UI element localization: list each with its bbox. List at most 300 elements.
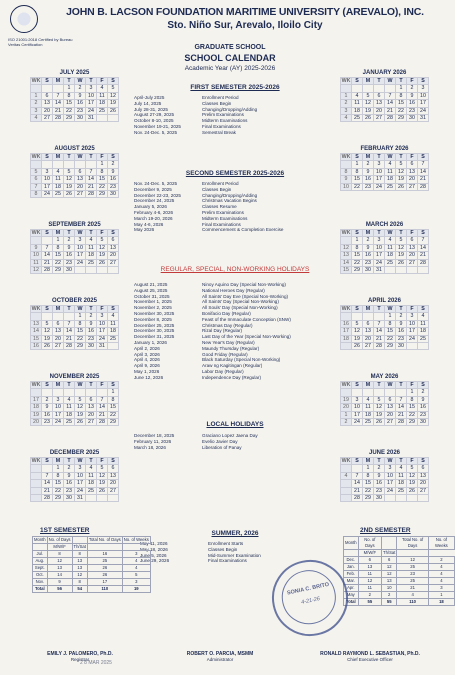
day-cell: 17: [374, 252, 385, 259]
received-stamp: [265, 553, 355, 643]
weekday-header: S: [352, 458, 363, 465]
day-cell: 5: [396, 161, 407, 168]
week-number: [31, 465, 42, 472]
day-cell: 14: [418, 244, 429, 251]
day-cell: 26: [352, 343, 363, 350]
day-cell: 4: [396, 465, 407, 472]
day-cell: 4: [385, 237, 396, 244]
registrar-date: 2 8 MAR 2025: [80, 660, 112, 666]
summary-cell: 110: [87, 586, 122, 593]
event-name: New Year's Day (Regular): [202, 339, 255, 345]
day-cell: 22: [352, 183, 363, 190]
week-number: [31, 85, 42, 92]
day-cell: 19: [407, 480, 418, 487]
event-name: Enrollment Period: [202, 95, 239, 100]
day-cell: 19: [97, 480, 108, 487]
event-name: Midterm Examinations: [202, 215, 248, 221]
school-name: GRADUATE SCHOOL: [194, 44, 266, 51]
weekday-header: WK: [341, 306, 351, 312]
day-cell: 2: [418, 389, 429, 396]
event-date: February 4-6, 2026: [134, 209, 174, 215]
event-date: October 8-10, 2025: [134, 118, 174, 124]
day-cell: [374, 389, 385, 396]
day-cell: 11: [64, 404, 75, 411]
day-cell: 3: [374, 237, 385, 244]
week-number: 17: [31, 396, 42, 403]
summary-cell: 11: [358, 585, 381, 592]
week-number: 2: [31, 100, 42, 107]
day-cell: 27: [363, 343, 374, 350]
week-number: 11: [31, 259, 42, 266]
day-cell: 7: [42, 244, 53, 251]
local-holiday-events: [134, 433, 334, 450]
day-cell: [418, 495, 429, 502]
day-cell: 19: [97, 252, 108, 259]
day-cell: 15: [385, 328, 396, 335]
stamp-name: SONIA C. BRITO: [286, 581, 330, 597]
day-cell: [407, 343, 418, 350]
day-cell: 16: [42, 411, 53, 418]
day-cell: 1: [396, 85, 407, 92]
day-cell: 10: [418, 92, 429, 99]
sem2-summary-title: 2ND SEMESTER: [360, 527, 411, 534]
summary-cell: No. of Weeks: [428, 537, 454, 550]
day-cell: 7: [53, 92, 64, 99]
weekday-header: S: [418, 306, 429, 313]
day-cell: 24: [385, 487, 396, 494]
day-cell: [64, 313, 75, 320]
weekday-header: M: [363, 382, 374, 389]
day-cell: 6: [108, 237, 119, 244]
day-cell: 13: [86, 404, 97, 411]
summary-cell: 12: [72, 572, 87, 579]
day-cell: 1: [75, 313, 86, 320]
summary-cell: May: [344, 592, 359, 599]
day-cell: [418, 267, 429, 274]
day-cell: [64, 389, 75, 396]
administrator-name: ROBERT O. PARCIA, MSMM: [186, 651, 254, 657]
day-cell: [108, 495, 119, 502]
summary-cell: 12: [47, 558, 72, 565]
day-cell: 12: [396, 244, 407, 251]
month-calendar: [30, 70, 119, 122]
sem1-summary-title: 1ST SEMESTER: [40, 527, 90, 534]
summary-cell: 55: [382, 599, 397, 606]
day-cell: 5: [108, 85, 119, 92]
day-cell: 30: [374, 495, 385, 502]
weekday-header: WK: [31, 306, 41, 312]
day-cell: 12: [97, 472, 108, 479]
day-cell: [42, 85, 53, 92]
week-number: 8: [341, 168, 352, 175]
weekday-header: W: [385, 230, 396, 237]
event-name: Classes Begin: [208, 546, 238, 552]
day-cell: 17: [374, 176, 385, 183]
week-number: [341, 495, 352, 502]
weekday-header: T: [396, 154, 407, 161]
day-cell: 23: [75, 107, 86, 114]
day-cell: 10: [352, 404, 363, 411]
day-cell: 8: [53, 472, 64, 479]
month-calendar: [30, 298, 119, 350]
event-name: Feast of the Immaculate Conception (SNW): [202, 316, 291, 322]
event-name: Classes Begin: [202, 100, 232, 106]
summary-cell: Dec.: [344, 557, 359, 564]
week-number: 3: [31, 107, 42, 114]
event-name: Final Examinations: [202, 123, 241, 129]
month-calendar: [340, 70, 429, 122]
weekday-header: WK: [341, 458, 351, 464]
day-cell: 29: [407, 419, 418, 426]
weekday-header: S: [108, 306, 119, 313]
day-cell: 4: [385, 161, 396, 168]
day-cell: 21: [396, 411, 407, 418]
holiday-events: [134, 282, 334, 381]
day-cell: 9: [363, 168, 374, 175]
weekday-header: S: [108, 458, 119, 465]
day-cell: 12: [396, 168, 407, 175]
signature-administrator: [160, 651, 280, 662]
event-date: November 30, 2025: [134, 310, 175, 316]
event-date: April 2, 2026: [134, 345, 160, 351]
day-cell: 13: [108, 244, 119, 251]
event-row: [134, 130, 334, 136]
week-number: 1: [31, 92, 42, 99]
day-cell: 22: [53, 487, 64, 494]
week-number: 20: [31, 419, 42, 426]
day-cell: 3: [53, 396, 64, 403]
day-cell: 22: [352, 259, 363, 266]
day-cell: 15: [407, 404, 418, 411]
event-date: December 31, 2025: [134, 334, 175, 340]
weekday-header: W: [75, 306, 86, 313]
week-number: 8: [31, 191, 42, 198]
day-cell: 22: [108, 411, 119, 418]
day-cell: [108, 343, 119, 350]
weekday-header: S: [352, 78, 363, 85]
day-cell: 13: [385, 404, 396, 411]
day-cell: 15: [64, 100, 75, 107]
day-cell: 15: [352, 252, 363, 259]
day-cell: [396, 495, 407, 502]
week-number: 15: [31, 335, 42, 342]
day-cell: 9: [64, 244, 75, 251]
summary-cell: 12: [382, 564, 397, 571]
event-name: Christmas Vacation Begins: [202, 198, 257, 204]
week-number: [341, 161, 352, 168]
day-cell: 21: [86, 183, 97, 190]
day-cell: [396, 267, 407, 274]
signature-ceo: [290, 651, 450, 662]
day-cell: 24: [97, 335, 108, 342]
day-cell: 11: [97, 92, 108, 99]
weekday-header: S: [42, 230, 53, 237]
day-cell: [42, 389, 53, 396]
day-cell: 27: [86, 419, 97, 426]
day-cell: 27: [374, 115, 385, 122]
day-cell: 23: [108, 183, 119, 190]
day-cell: 31: [418, 115, 429, 122]
day-cell: 2: [75, 85, 86, 92]
week-number: 4: [31, 115, 42, 122]
summary-cell: Total No. of Days: [88, 537, 121, 542]
day-cell: 23: [407, 107, 418, 114]
summary-cell: 4: [428, 578, 454, 585]
event-name: Classes Resume: [202, 204, 237, 210]
day-cell: 30: [75, 115, 86, 122]
day-cell: 4: [418, 313, 429, 320]
weekday-header: T: [64, 230, 75, 237]
day-cell: 22: [396, 107, 407, 114]
event-name: Ninoy Aquino Day (Special Non-Working): [202, 282, 286, 287]
day-cell: 19: [75, 411, 86, 418]
day-cell: 20: [86, 411, 97, 418]
day-cell: 6: [86, 396, 97, 403]
day-cell: 30: [363, 267, 374, 274]
event-date: November 1, 2025: [134, 299, 172, 305]
event-date: May 4-6, 2026: [134, 221, 164, 227]
day-cell: 8: [407, 396, 418, 403]
day-cell: 8: [64, 92, 75, 99]
summary-cell: 9: [47, 579, 72, 586]
day-cell: 13: [75, 176, 86, 183]
event-date: December 18, 2025: [134, 433, 175, 438]
day-cell: 21: [385, 107, 396, 114]
day-cell: 23: [374, 487, 385, 494]
event-name: Maundy Thursday (Regular): [202, 345, 260, 351]
summary-cell: Apr.: [344, 585, 359, 592]
day-cell: 24: [75, 487, 86, 494]
week-number: [341, 480, 352, 487]
day-cell: 9: [363, 244, 374, 251]
month-calendar: [340, 298, 429, 350]
summary-cell: Total No. of Days: [397, 537, 428, 550]
day-cell: 30: [407, 115, 418, 122]
summary-cell: 4: [428, 564, 454, 571]
weekday-header: T: [396, 382, 407, 389]
event-name: Commencement & Completion Exercise: [202, 227, 284, 233]
day-cell: 1: [352, 237, 363, 244]
day-cell: 2: [86, 313, 97, 320]
event-date: November 2, 2025: [134, 305, 172, 311]
week-number: 19: [31, 411, 42, 418]
day-cell: 27: [385, 419, 396, 426]
day-cell: 7: [396, 396, 407, 403]
day-cell: 24: [42, 191, 53, 198]
day-cell: 25: [363, 419, 374, 426]
weekday-header: F: [97, 230, 108, 237]
day-cell: 9: [396, 320, 407, 327]
day-cell: 18: [363, 411, 374, 418]
day-cell: 26: [407, 487, 418, 494]
week-number: 4: [341, 115, 352, 122]
summary-cell: M/W/F: [358, 550, 381, 557]
weekday-header: M: [53, 78, 64, 85]
event-date: May 2026: [134, 227, 155, 233]
day-cell: 23: [64, 487, 75, 494]
event-date: December 25, 2025: [134, 322, 175, 328]
day-cell: 13: [108, 472, 119, 479]
day-cell: 24: [75, 259, 86, 266]
day-cell: [352, 313, 363, 320]
weekday-header: T: [396, 306, 407, 313]
registrar-name: EMILY J. PALOMERO, Ph.D.: [47, 651, 113, 657]
day-cell: 22: [53, 259, 64, 266]
weekday-header: T: [86, 230, 97, 237]
day-cell: 7: [352, 472, 363, 479]
day-cell: 4: [86, 465, 97, 472]
weekday-header: T: [374, 458, 385, 465]
day-cell: 27: [418, 487, 429, 494]
day-cell: 24: [53, 419, 64, 426]
day-cell: 3: [97, 313, 108, 320]
weekday-header: T: [64, 154, 75, 161]
day-cell: 22: [363, 487, 374, 494]
summary-cell: Th/Sat: [73, 544, 86, 549]
day-cell: 23: [363, 183, 374, 190]
event-date: August 25, 2025: [134, 287, 168, 293]
weekday-header: S: [42, 78, 53, 85]
day-cell: 23: [363, 259, 374, 266]
week-number: [31, 313, 42, 320]
day-cell: 3: [407, 313, 418, 320]
day-cell: 24: [374, 259, 385, 266]
month-name: SEPTEMBER 2025: [48, 222, 101, 228]
month-name: FEBRUARY 2026: [360, 146, 409, 152]
summary-cell: 12: [382, 571, 397, 578]
day-cell: 26: [374, 419, 385, 426]
weekday-header: M: [53, 306, 64, 313]
week-number: 16: [31, 343, 42, 350]
weekday-header: T: [86, 154, 97, 161]
weekday-header: WK: [341, 154, 351, 160]
first-semester-title: FIRST SEMESTER 2025-2026: [190, 84, 280, 91]
day-cell: 14: [352, 480, 363, 487]
day-cell: 28: [53, 115, 64, 122]
university-address: Sto. Niño Sur, Arevalo, Iloilo City: [167, 20, 323, 31]
summary-cell: Total: [33, 586, 48, 593]
summary-cell: 10: [382, 585, 397, 592]
day-cell: 21: [64, 335, 75, 342]
event-date: June 5, 2026: [140, 552, 167, 558]
day-cell: 8: [75, 320, 86, 327]
day-cell: 27: [108, 487, 119, 494]
event-name: Prelim Examinations: [202, 112, 244, 118]
day-cell: 16: [86, 328, 97, 335]
week-number: 15: [341, 267, 352, 274]
day-cell: 23: [64, 259, 75, 266]
day-cell: 28: [396, 419, 407, 426]
summary-cell: Mar.: [344, 578, 359, 585]
weekday-header: W: [75, 154, 86, 161]
day-cell: 25: [418, 335, 429, 342]
day-cell: 29: [363, 495, 374, 502]
week-number: [341, 343, 352, 350]
summary-cell: Feb.: [344, 571, 359, 578]
day-cell: 4: [53, 168, 64, 175]
summary-cell: 13: [72, 565, 87, 572]
summary-cell: 5: [122, 572, 150, 579]
day-cell: 18: [385, 176, 396, 183]
summary-cell: [344, 550, 359, 557]
weekday-header: F: [97, 458, 108, 465]
weekday-header: S: [108, 154, 119, 161]
day-cell: 26: [97, 259, 108, 266]
summary-cell: 19: [122, 586, 150, 593]
day-cell: 5: [352, 320, 363, 327]
day-cell: 18: [53, 183, 64, 190]
summary-cell: 2: [428, 557, 454, 564]
day-cell: 17: [97, 328, 108, 335]
weekday-header: T: [64, 306, 75, 313]
day-cell: [75, 267, 86, 274]
month-calendar: [340, 222, 429, 274]
summary-cell: 55: [358, 599, 381, 606]
day-cell: 14: [396, 404, 407, 411]
day-cell: 3: [75, 237, 86, 244]
day-cell: 27: [407, 183, 418, 190]
summary-cell: 13: [72, 558, 87, 565]
day-cell: 6: [407, 237, 418, 244]
weekday-header: S: [418, 154, 429, 161]
event-name: Midterm Examinations: [202, 118, 248, 124]
day-cell: 16: [418, 404, 429, 411]
weekday-header: S: [42, 382, 53, 389]
day-cell: 19: [374, 411, 385, 418]
day-cell: 19: [352, 335, 363, 342]
day-cell: 1: [407, 389, 418, 396]
weekday-header: WK: [341, 382, 351, 388]
day-cell: 9: [86, 320, 97, 327]
day-cell: 6: [385, 396, 396, 403]
week-number: [31, 495, 42, 502]
day-cell: [363, 313, 374, 320]
summary-cell: 3: [122, 579, 150, 586]
event-date: May 18, 2026: [140, 546, 168, 552]
week-number: [341, 313, 352, 320]
week-number: 1: [341, 92, 352, 99]
event-name: All Souls' Day (Special Non-Working): [202, 305, 278, 311]
weekday-header: M: [363, 154, 374, 161]
event-name: Araw ng Kagitingan (Regular): [202, 363, 263, 369]
day-cell: 29: [53, 495, 64, 502]
day-cell: 20: [385, 411, 396, 418]
day-cell: 9: [75, 92, 86, 99]
week-number: 13: [341, 252, 352, 259]
week-number: [31, 480, 42, 487]
day-cell: 6: [108, 465, 119, 472]
day-cell: 8: [363, 472, 374, 479]
weekday-header: T: [396, 458, 407, 465]
event-date: December 30, 2025: [134, 328, 175, 334]
second-semester-events: [134, 181, 334, 233]
weekday-header: T: [86, 458, 97, 465]
week-number: 16: [341, 320, 352, 327]
day-cell: 13: [407, 168, 418, 175]
day-cell: 26: [396, 259, 407, 266]
event-date: November 19-21, 2025: [134, 123, 181, 129]
weekday-header: S: [418, 230, 429, 237]
day-cell: 2: [64, 465, 75, 472]
day-cell: 1: [64, 85, 75, 92]
weekday-header: M: [363, 78, 374, 85]
month-name: OCTOBER 2025: [52, 298, 97, 304]
event-row: [134, 227, 334, 233]
day-cell: 6: [42, 92, 53, 99]
day-cell: 1: [363, 465, 374, 472]
weekday-header: W: [385, 154, 396, 161]
university-seal-icon: [10, 5, 38, 33]
